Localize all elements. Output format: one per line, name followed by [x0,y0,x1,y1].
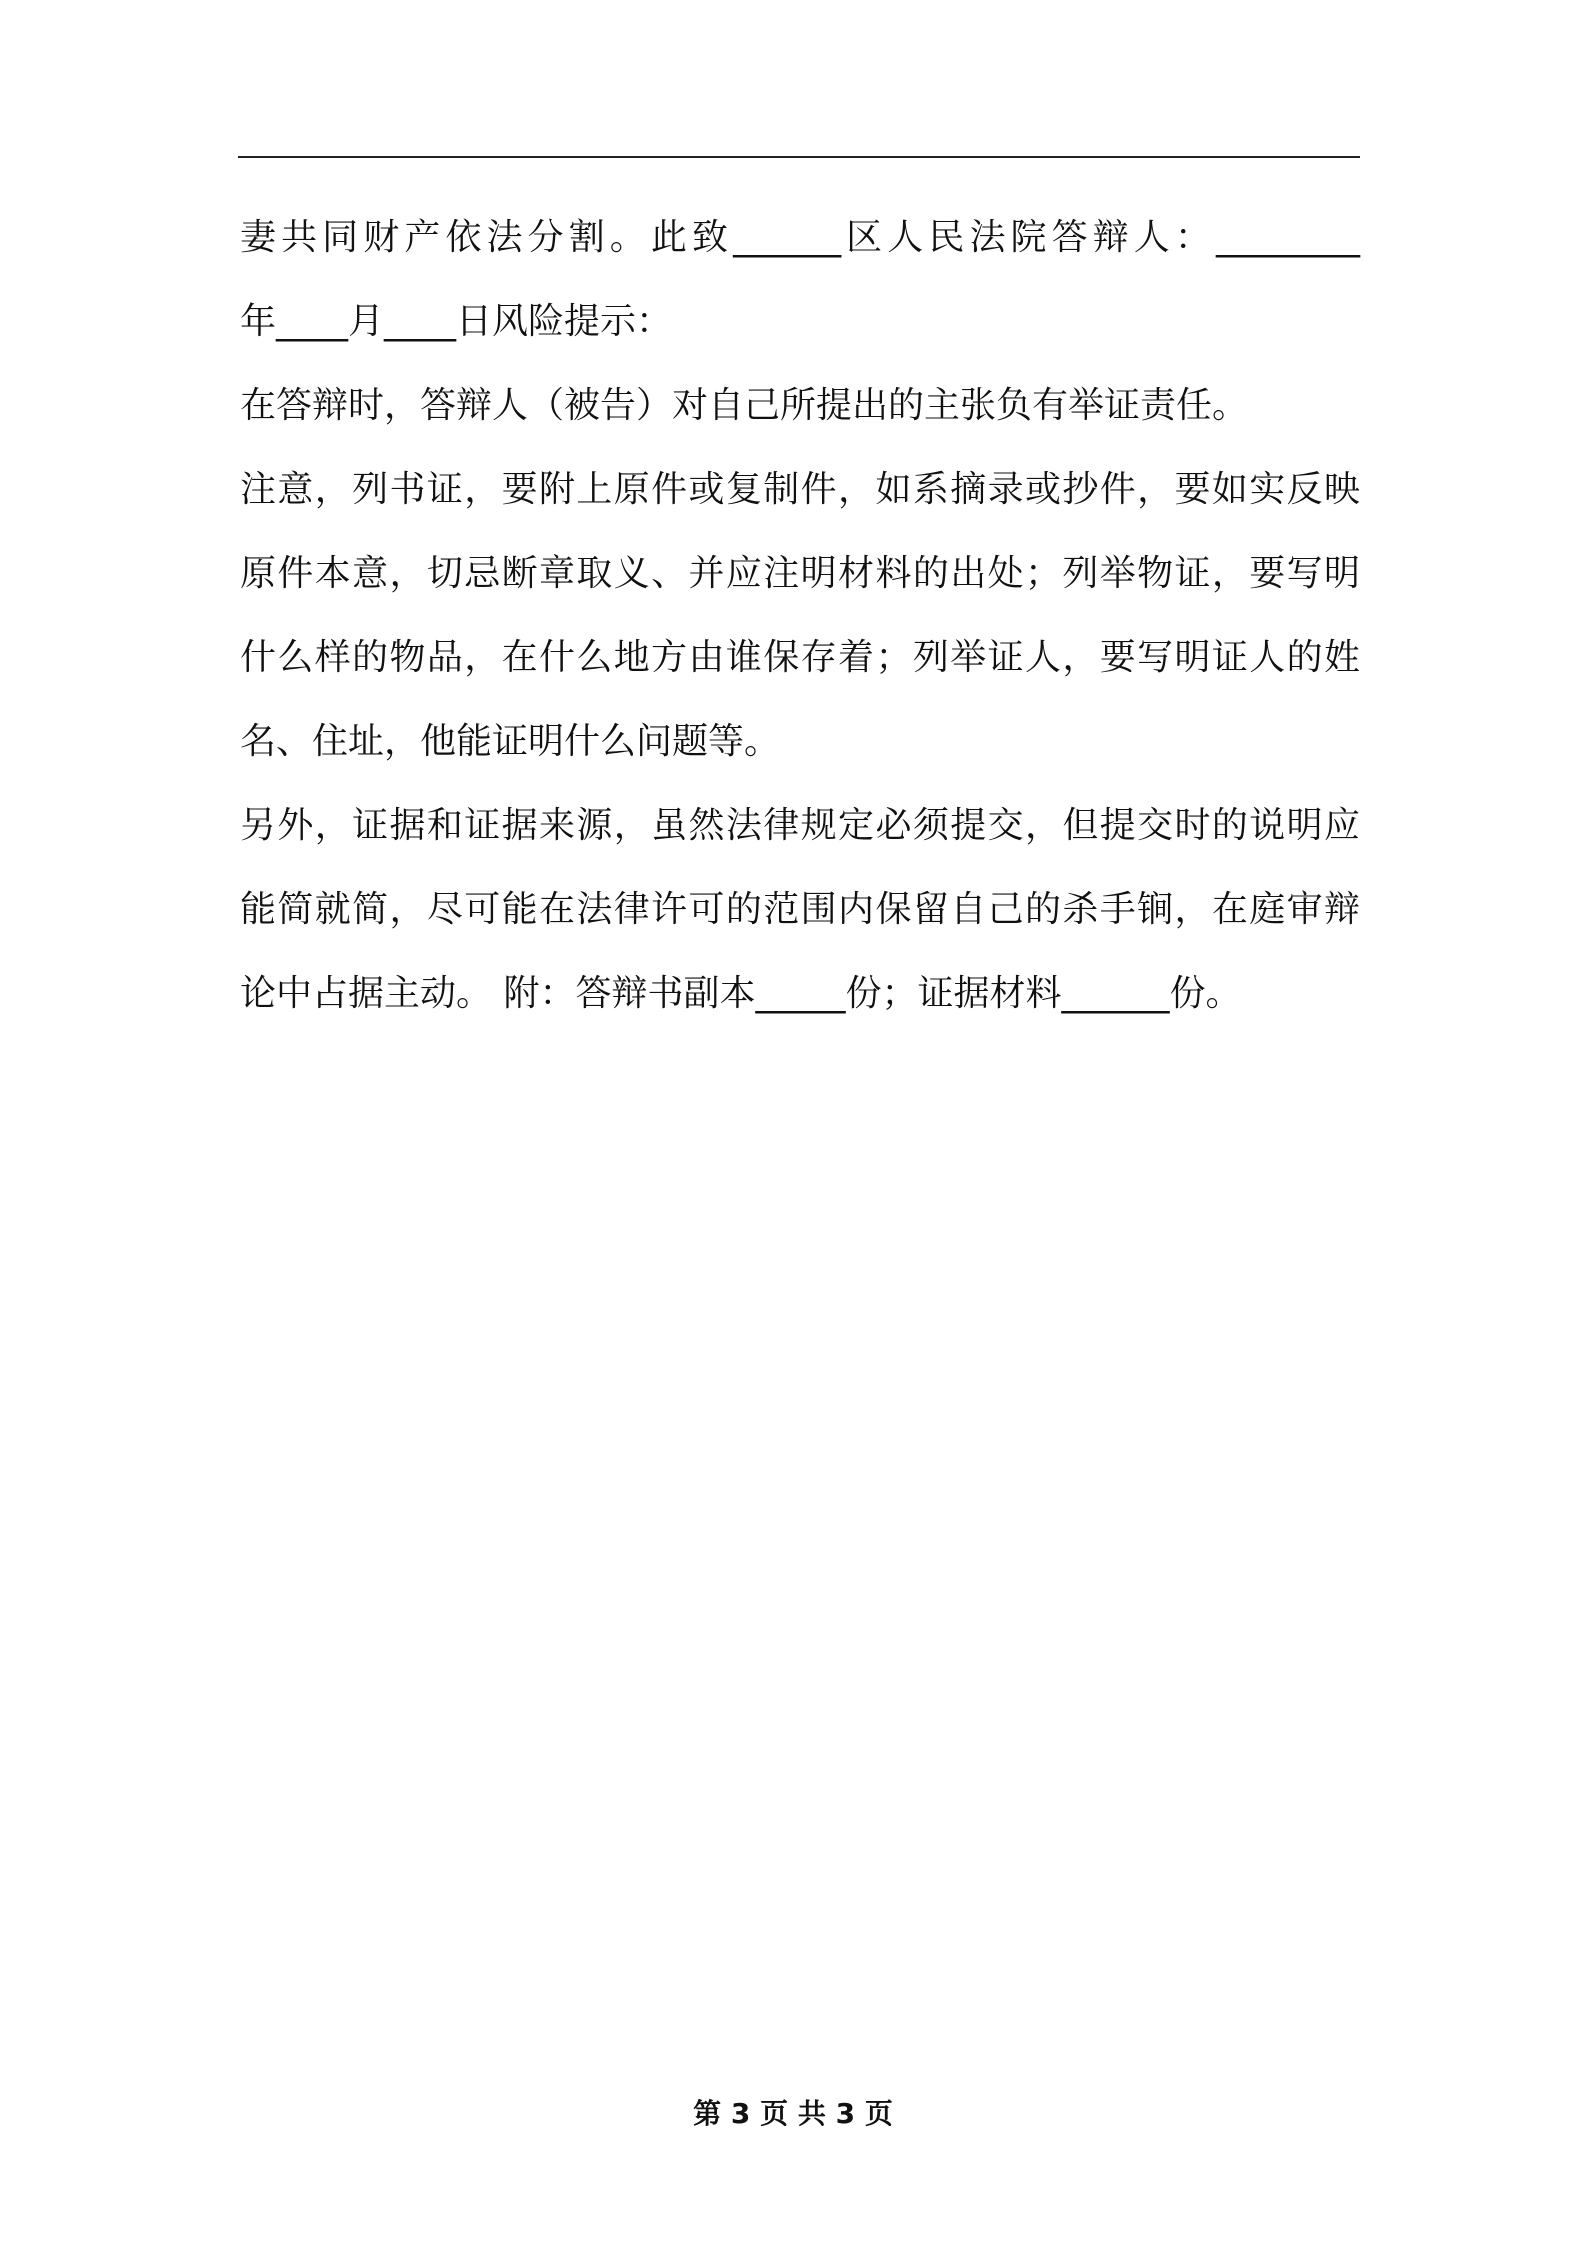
text-line: 论中占据主动。 附：答辩书副本_____份；证据材料______份。 [240,973,1242,1014]
text-line: 注意，列书证，要附上原件或复制件，如系摘录或抄件，要如实反映 [240,469,1360,510]
text-line: 另外，证据和证据来源，虽然法律规定必须提交，但提交时的说明应 [240,805,1360,846]
text-line: 能简就简，尽可能在法律许可的范围内保留自己的杀手锏，在庭审辩 [240,889,1360,930]
text-line: 年____月____日风险提示： [240,301,673,342]
text-line: 妻共同财产依法分割。此致______区人民法院答辩人：________ [240,217,1360,258]
text-line: 在答辩时，答辩人（被告）对自己所提出的主张负有举证责任。 [240,385,1249,426]
header-divider [238,156,1360,158]
text-line: 什么样的物品，在什么地方由谁保存着；列举证人，要写明证人的姓 [240,637,1360,678]
text-line: 原件本意，切忌断章取义、并应注明材料的出处；列举物证，要写明 [240,553,1360,594]
text-line: 名、住址，他能证明什么问题等。 [240,721,781,762]
page-number: 第 3 页 共 3 页 [693,2097,893,2130]
document-body [240,196,1360,1036]
